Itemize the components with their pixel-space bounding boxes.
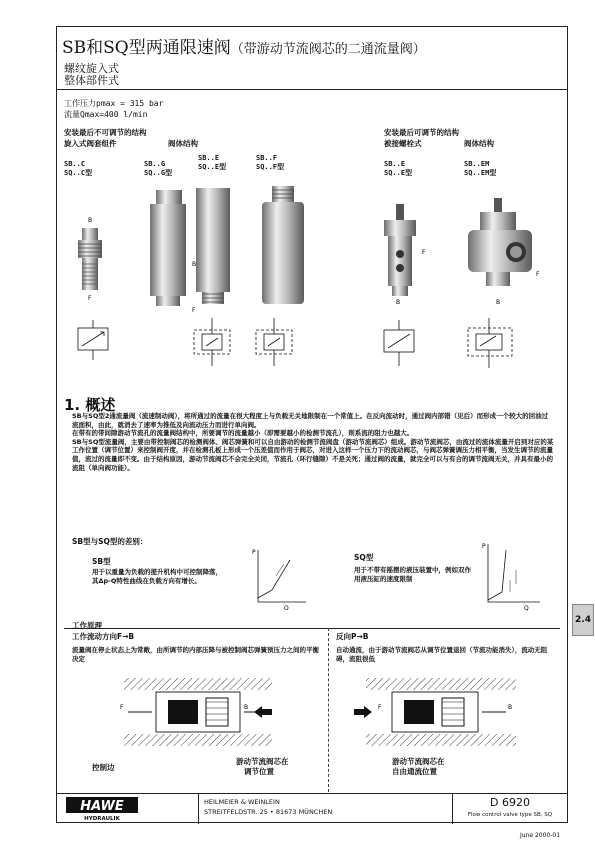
spec-flow: 流量Qmax=400 l/min xyxy=(64,110,148,119)
hydraulic-symbols xyxy=(78,318,512,368)
caption-control-edge: 控制边 xyxy=(92,763,115,772)
caption-free-position-1: 游动节流阀芯在 xyxy=(392,757,445,766)
spec-pressure: 工作压力pmax = 315 bar xyxy=(64,99,164,108)
valve-em-body xyxy=(468,198,532,286)
model-code-e: SB..E SQ..E型 xyxy=(198,154,227,171)
model-code-e-bolt: SB..E SQ..E型 xyxy=(384,160,413,177)
sb-title: SB型 xyxy=(92,557,111,566)
port-label: B xyxy=(88,217,93,224)
model-code-c: SB..C SQ..C型 xyxy=(64,160,93,177)
overview-paragraph-3: SB与SQ型流量阀，主要由带控制阀芯的检测阀体、阀芯弹簧和可以自由游动的检测节流阀盘（游动节流阀芯）组成。游动节流阀芯，由流过的流体流量开启到对应的某工作位置（调节位置）来控制阀开度，并在检测孔板上形成一个压差值而作用于阀芯，对进入这样一个压力下的流动阀芯，与阀芯弹簧调压力相平衡，当发生调节的流量值，流过的流量即不变。由于结构原因，游动节流阀芯不会完全关闭，节流孔（环行缝隙）不是关死；通过阀的流量，就完全可以与有合的调节流阀无关，并具有最小的流阻（单向阀功能）。 xyxy=(72,437,554,472)
graph-axis-p: P xyxy=(482,543,486,550)
right-group-sub2: 阀体结构 xyxy=(464,139,494,148)
svg-text:HYDRAULIK: HYDRAULIK xyxy=(84,816,120,821)
port-label: F xyxy=(192,307,196,314)
sq-description: 用于不带有摇摆的液压装置中，例如双作用液压缸的速度限制 xyxy=(354,566,471,583)
footer-divider xyxy=(198,794,199,824)
principle-section-drawings xyxy=(120,672,540,752)
port-label: F xyxy=(88,295,92,302)
port-label: F xyxy=(422,249,426,256)
principle-reverse-direction: 反向P→B xyxy=(336,632,369,641)
port-label: B xyxy=(192,261,197,268)
company-address: STREITFELDSTR. 25 • 81673 MÜNCHEN xyxy=(204,808,333,816)
left-group-sub1: 旋入式阀套组件 xyxy=(64,139,117,148)
port-label: B xyxy=(496,299,501,306)
port-label: B xyxy=(508,704,513,711)
doc-number: D 6920 xyxy=(490,796,530,809)
port-label: B xyxy=(396,299,401,306)
product-illustrations xyxy=(56,180,568,385)
caption-free-position-2: 自由通流位置 xyxy=(392,767,437,776)
principle-heading: 工作原理 xyxy=(72,621,102,630)
document-title: SB和SQ型两通限速阀（带游动节流阀芯的二通流量阀） xyxy=(62,38,426,58)
principle-right-text: 自动通流，由于游动节流阀芯从调节位置退回（节流功能消失），流动无阻碍，流阻很低 xyxy=(336,646,548,663)
graph-axis-q: Q xyxy=(284,605,289,610)
chapter-tab: 2.4 xyxy=(572,604,594,636)
valve-e-bolt xyxy=(384,204,416,296)
overview-paragraph-1: SB与SQ型2通流量阀（流速制动阀），将所通过的流量在很大程度上与负载无关地限制在一个常值上。在反向流动时，通过阀内部错（见后）而形成一个较大的回油过流面积，由此，就消去了速率为推低及向流动压力而进行单向阀。 xyxy=(72,412,549,429)
principle-flow-direction: 工作流动方向F→B xyxy=(72,632,135,641)
section-title: 1. 概述 xyxy=(64,396,116,414)
valve-f-body xyxy=(262,186,304,304)
doc-date: June 2000-01 xyxy=(520,832,561,839)
port-label: F xyxy=(120,704,124,711)
left-group-heading: 安装最后不可调节的结构 xyxy=(64,128,147,137)
graph-axis-q: Q xyxy=(524,605,529,612)
overview-text xyxy=(72,412,554,472)
port-label: B xyxy=(244,704,249,711)
valve-c-cartridge xyxy=(78,228,102,290)
caption-control-position-1: 游动节流阀芯在 xyxy=(236,757,289,766)
model-code-g: SB..G SQ..G型 xyxy=(144,160,173,177)
principle-divider xyxy=(64,628,560,629)
svg-text:HAWE: HAWE xyxy=(80,799,124,814)
graph-axis-p: P xyxy=(252,549,256,556)
title-block xyxy=(56,26,568,90)
subtitle-line-2: 整体部件式 xyxy=(64,74,119,87)
right-group-sub1: 被接螺栓式 xyxy=(384,139,422,148)
left-group-sub2: 阀体结构 xyxy=(168,139,198,148)
doc-description: Flow control valve type SB, SQ xyxy=(467,812,553,818)
usage-heading: SB型与SQ型的差别： xyxy=(72,537,148,546)
port-label: F xyxy=(536,271,540,278)
port-label: F xyxy=(378,704,382,711)
model-code-f: SB..F SQ..F型 xyxy=(256,154,285,171)
principle-left-text: 流量阀在停止状态上为常敞，由所调节的内部压降与被控制阀芯弹簧预压力之间的平衡决定 xyxy=(72,646,319,663)
company-name: HEILMEIER & WEINLEIN xyxy=(204,798,280,806)
right-group-heading: 安装最后可调节的结构 xyxy=(384,128,459,137)
hawe-logo xyxy=(66,797,138,821)
model-code-em: SB..EM SQ..EM型 xyxy=(464,160,497,177)
valve-e-body xyxy=(196,188,230,304)
sb-description: 用于以重量为负载的提升机构中可控制降落，其Δp-Q特性曲线在负载方向有增长。 xyxy=(92,568,222,585)
subtitle-line-1: 螺纹旋入式 xyxy=(64,62,119,75)
sb-characteristic-graph xyxy=(250,546,310,610)
valve-g-body xyxy=(150,190,186,306)
footer xyxy=(56,793,568,823)
sq-title: SQ型 xyxy=(354,553,374,562)
sq-characteristic-graph xyxy=(480,540,544,612)
section-left xyxy=(124,678,272,746)
overview-paragraph-2: 在带有的带间隙游动节流孔的流量阀结构中，所要调节的流量越小（即需要越小的检测节流孔），则系流的阻力也越大。 xyxy=(72,429,414,438)
section-right xyxy=(354,678,516,746)
caption-control-position-2: 调节位置 xyxy=(244,767,274,776)
